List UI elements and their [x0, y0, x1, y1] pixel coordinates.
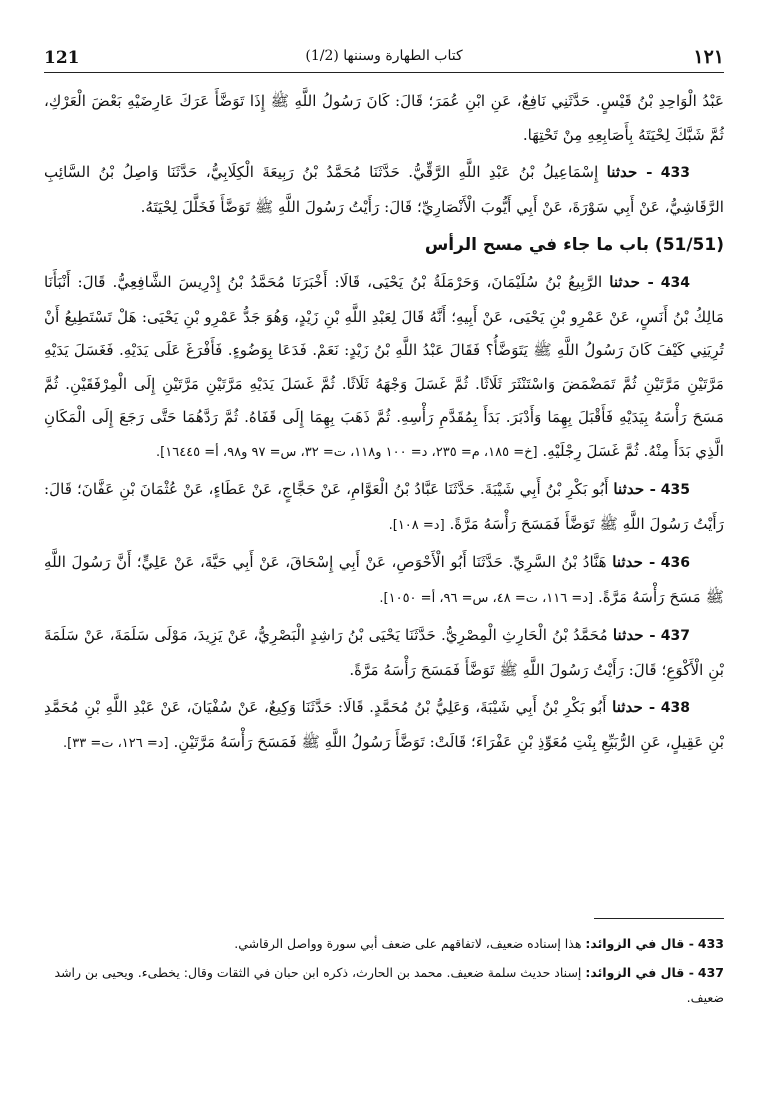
hadith-text: إِسْمَاعِيلُ بْنُ عَبْدِ اللَّهِ الرَّقِّيُّ. حَدَّثَنَا مُحَمَّدُ بْنُ رَبِيعَةَ الْكِلَابِيُّ، حَدَّثَنَا وَاصِلُ بْنُ السَّائِبِ الرَّقَاشِيُّ، عَنْ أَبِي سَوْرَةَ، عَنْ أَبِي أَيُّوبَ الْأَنْصَارِيِّ؛ قَالَ: رَأَيْتُ رَسُولَ اللَّهِ ﷺ تَوَضَّأَ فَخَلَّلَ لِحْيَتَهُ. — [44, 163, 724, 216]
footnote-433: 433 - قال في الزوائد: هذا إسناده ضعيف، لاتفاقهم على ضعف أبي سورة وواصل الرقاشي. — [234, 936, 724, 951]
page-number-latin: 121 — [44, 48, 80, 68]
main-text — [44, 85, 724, 760]
book-page — [44, 38, 724, 1078]
footnotes — [44, 931, 724, 1014]
hadith-number: 438 — [660, 700, 691, 716]
hadith-keyword: حدثنا — [606, 163, 638, 181]
footnote-text: إسناد حديث سلمة ضعيف. محمد بن الحارث، ذكره ابن حبان في الثقات وقال: يخطىء. ويحيى بن راشد ضعيف. — [54, 965, 724, 1005]
hadith-434: 434 - حدثنا الرَّبِيعُ بْنُ سُلَيْمَانَ، وَحَرْمَلَةُ بْنُ يَحْيَى، قَالَا: أَخْبَرَنَا مُحَمَّدُ بْنُ إِدْرِيسَ الشَّافِعِيُّ. قَالَ: أَنْبَأَنَا مَالِكُ بْنُ أَنَسٍ، عَنْ عَمْرِو بْنِ يَحْيَى، عَنْ أَبِيهِ؛ أَنَّهُ قَالَ لِعَبْدِ اللَّهِ بْنِ زَيْدٍ، وَهُوَ جَدُّ عَمْرِو بْنِ يَحْيَى: هَلْ تَسْتَطِيعُ أَنْ تُرِيَنِي كَيْفَ كَانَ رَسُولُ اللَّهِ ﷺ يَتَوَضَّأُ؟ فَقَالَ عَبْدُ اللَّهِ بْنُ زَيْدٍ: نَعَمْ. فَدَعَا بِوَضُوءٍ. فَأَفْرَغَ عَلَى يَدَيْهِ. فَغَسَلَ يَدَيْهِ مَرَّتَيْنِ مَرَّتَيْنِ ثُمَّ تَمَضْمَضَ وَاسْتَنْثَرَ ثَلَاثًا. ثُمَّ غَسَلَ وَجْهَهُ ثَلَاثًا. ثُمَّ غَسَلَ يَدَيْهِ مَرَّتَيْنِ مَرَّتَيْنِ إِلَى الْمِرْفَقَيْنِ. ثُمَّ مَسَحَ رَأْسَهُ بِيَدَيْهِ فَأَقْبَلَ بِهِمَا وَأَدْبَرَ. بَدَأَ بِمُقَدَّمِ رَأْسِهِ. ثُمَّ ذَهَبَ بِهِمَا إِلَى قَفَاهُ. ثُمَّ رَدَّهُمَا حَتَّى رَجَعَ إِلَى الْمَكَانِ الَّذِي بَدَأَ مِنْهُ. ثُمَّ غَسَلَ رِجْلَيْهِ. [خ= ١٨٥، م= ٢٣٥، د= ١٠٠ و١١٨، ت= ٣٢، س= ٩٧ و٩٨، أ= ١٦٤٤٥]. — [44, 273, 724, 460]
hadith-number: 434 — [660, 275, 690, 291]
hadith-reference: [د= ١٠٨]. — [388, 517, 445, 533]
hadith-text: هَنَّادُ بْنُ السَّرِيِّ. حَدَّثَنَا أَبُو الْأَحْوَصِ، عَنْ أَبِي إِسْحَاقَ، عَنْ أَبِي حَيَّةَ، عَنْ عَلِيٍّ؛ أَنَّ رَسُولَ اللَّهِ ﷺ مَسَحَ رَأْسَهُ مَرَّةً. — [44, 553, 724, 606]
hadith-number: 436 — [660, 555, 691, 571]
hadith-438: 438 - حدثنا أَبُو بَكْرِ بْنُ أَبِي شَيْبَةَ، وَعَلِيُّ بْنُ مُحَمَّدٍ. قَالَا: حَدَّثَنَا وَكِيعٌ، عَنْ سُفْيَانَ، عَنْ عَبْدِ اللَّهِ بْنِ مُحَمَّدِ بْنِ عَقِيلٍ، عَنِ الرُّبَيِّعِ بِنْتِ مُعَوِّذِ بْنِ عَفْرَاءَ؛ قَالَتْ: تَوَضَّأَ رَسُولُ اللَّهِ ﷺ فَمَسَحَ رَأْسَهُ مَرَّتَيْنِ. [د= ١٢٦، ت= ٣٣]. — [44, 698, 724, 751]
hadith-number: 435 — [660, 482, 691, 498]
hadith-keyword: حدثنا — [613, 480, 645, 498]
footnote-number: 437 — [697, 965, 724, 980]
hadith-keyword: حدثنا — [612, 626, 644, 644]
hadith-number: 433 — [660, 165, 691, 181]
hadith-433: 433 - حدثنا إِسْمَاعِيلُ بْنُ عَبْدِ اللَّهِ الرَّقِّيُّ. حَدَّثَنَا مُحَمَّدُ بْنُ رَبِيعَةَ الْكِلَابِيُّ، حَدَّثَنَا وَاصِلُ بْنُ السَّائِبِ الرَّقَاشِيُّ، عَنْ أَبِي سَوْرَةَ، عَنْ أَبِي أَيُّوبَ الْأَنْصَارِيِّ؛ قَالَ: رَأَيْتُ رَسُولَ اللَّهِ ﷺ تَوَضَّأَ فَخَلَّلَ لِحْيَتَهُ. — [44, 163, 724, 216]
page-header — [44, 38, 724, 73]
footnote-437: 437 - قال في الزوائد: إسناد حديث سلمة ضعيف. محمد بن الحارث، ذكره ابن حبان في الثقات وقال: يخطىء. ويحيى بن راشد ضعيف. — [54, 965, 724, 1005]
hadith-432-continuation — [44, 85, 724, 152]
page-number-arabic: ١٢١ — [693, 46, 724, 68]
hadith-text: مُحَمَّدُ بْنُ الْحَارِثِ الْمِصْرِيُّ. حَدَّثَنَا يَحْيَى بْنُ رَاشِدٍ الْبَصْرِيُّ، عَنْ يَزِيدَ، مَوْلَى سَلَمَةَ، عَنْ سَلَمَةَ بْنِ الْأَكْوَعِ؛ قَالَ: رَأَيْتُ رَسُولَ اللَّهِ ﷺ تَوَضَّأَ فَمَسَحَ رَأْسَهُ مَرَّةً. — [44, 626, 724, 679]
hadith-number: 437 — [660, 628, 691, 644]
hadith-reference: [خ= ١٨٥، م= ٢٣٥، د= ١٠٠ و١١٨، ت= ٣٢، س= ٩٧ و٩٨، أ= ١٦٤٤٥]. — [156, 444, 538, 460]
footnote-text: هذا إسناده ضعيف، لاتفاقهم على ضعف أبي سورة وواصل الرقاشي. — [234, 936, 582, 951]
hadith-436: 436 - حدثنا هَنَّادُ بْنُ السَّرِيِّ. حَدَّثَنَا أَبُو الْأَحْوَصِ، عَنْ أَبِي إِسْحَاقَ، عَنْ أَبِي حَيَّةَ، عَنْ عَلِيٍّ؛ أَنَّ رَسُولَ اللَّهِ ﷺ مَسَحَ رَأْسَهُ مَرَّةً. [د= ١١٦، ت= ٤٨، س= ٩٦، أ= ١٠٥٠]. — [44, 553, 724, 606]
hadith-reference: [د= ١١٦، ت= ٤٨، س= ٩٦، أ= ١٠٥٠]. — [379, 590, 594, 606]
hadith-keyword: حدثنا — [612, 698, 643, 716]
hadith-text: أَبُو بَكْرِ بْنُ أَبِي شَيْبَةَ، وَعَلِيُّ بْنُ مُحَمَّدٍ. قَالَا: حَدَّثَنَا وَكِيعٌ، عَنْ سُفْيَانَ، عَنْ عَبْدِ اللَّهِ بْنِ مُحَمَّدِ بْنِ عَقِيلٍ، عَنِ الرُّبَيِّعِ بِنْتِ مُعَوِّذِ بْنِ عَفْرَاءَ؛ قَالَتْ: تَوَضَّأَ رَسُولُ اللَّهِ ﷺ فَمَسَحَ رَأْسَهُ مَرَّتَيْنِ. — [44, 698, 724, 751]
hadith-text: عَبْدُ الْوَاحِدِ بْنُ قَيْسٍ. حَدَّثَنِي نَافِعٌ، عَنِ ابْنِ عُمَرَ؛ قَالَ: كَانَ رَسُولُ اللَّهِ ﷺ إِذَا تَوَضَّأَ عَرَكَ عَارِضَيْهِ بَعْضَ الْعَرْكِ، ثُمَّ شَبَّكَ لِحْيَتَهُ بِأَصَابِعِهِ مِنْ تَحْتِهَا. — [44, 92, 724, 144]
chapter-heading: (51/51) باب ما جاء في مسح الرأس — [424, 235, 724, 255]
footnote-keyword: قال في الزوائد: — [585, 965, 685, 980]
hadith-text: أَبُو بَكْرِ بْنُ أَبِي شَيْبَةَ. حَدَّثَنَا عَبَّادُ بْنُ الْعَوَّامِ، عَنْ حَجَّاجٍ، عَنْ عَطَاءٍ، عَنْ عُثْمَانَ بْنِ عَفَّانَ؛ قَالَ: رَأَيْتُ رَسُولَ اللَّهِ ﷺ تَوَضَّأَ فَمَسَحَ رَأْسَهُ مَرَّةً. — [44, 480, 724, 533]
hadith-reference: [د= ١٢٦، ت= ٣٣]. — [63, 735, 169, 751]
hadith-keyword: حدثنا — [612, 553, 644, 571]
footnote-number: 433 — [697, 936, 724, 951]
footnote-keyword: قال في الزوائد: — [585, 936, 685, 951]
hadith-437: 437 - حدثنا مُحَمَّدُ بْنُ الْحَارِثِ الْمِصْرِيُّ. حَدَّثَنَا يَحْيَى بْنُ رَاشِدٍ الْبَصْرِيُّ، عَنْ يَزِيدَ، مَوْلَى سَلَمَةَ، عَنْ سَلَمَةَ بْنِ الْأَكْوَعِ؛ قَالَ: رَأَيْتُ رَسُولَ اللَّهِ ﷺ تَوَضَّأَ فَمَسَحَ رَأْسَهُ مَرَّةً. — [44, 626, 724, 679]
running-title: (1/2) كتاب الطهارة وسننها — [305, 48, 463, 64]
footnote-divider — [594, 918, 724, 919]
hadith-keyword: حدثنا — [609, 273, 640, 291]
hadith-435: 435 - حدثنا أَبُو بَكْرِ بْنُ أَبِي شَيْبَةَ. حَدَّثَنَا عَبَّادُ بْنُ الْعَوَّامِ، عَنْ حَجَّاجٍ، عَنْ عَطَاءٍ، عَنْ عُثْمَانَ بْنِ عَفَّانَ؛ قَالَ: رَأَيْتُ رَسُولَ اللَّهِ ﷺ تَوَضَّأَ فَمَسَحَ رَأْسَهُ مَرَّةً. [د= ١٠٨]. — [44, 480, 724, 533]
hadith-text: الرَّبِيعُ بْنُ سُلَيْمَانَ، وَحَرْمَلَةُ بْنُ يَحْيَى، قَالَا: أَخْبَرَنَا مُحَمَّدُ بْنُ إِدْرِيسَ الشَّافِعِيُّ. قَالَ: أَنْبَأَنَا مَالِكُ بْنُ أَنَسٍ، عَنْ عَمْرِو بْنِ يَحْيَى، عَنْ أَبِيهِ؛ أَنَّهُ قَالَ لِعَبْدِ اللَّهِ بْنِ زَيْدٍ، وَهُوَ جَدُّ عَمْرِو بْنِ يَحْيَى: هَلْ تَسْتَطِيعُ أَنْ تُرِيَنِي كَيْفَ كَانَ رَسُولُ اللَّهِ ﷺ يَتَوَضَّأُ؟ فَقَالَ عَبْدُ اللَّهِ بْنُ زَيْدٍ: نَعَمْ. فَدَعَا بِوَضُوءٍ. فَأَفْرَغَ عَلَى يَدَيْهِ. فَغَسَلَ يَدَيْهِ مَرَّتَيْنِ مَرَّتَيْنِ ثُمَّ تَمَضْمَضَ وَاسْتَنْثَرَ ثَلَاثًا. ثُمَّ غَسَلَ وَجْهَهُ ثَلَاثًا. ثُمَّ غَسَلَ يَدَيْهِ مَرَّتَيْنِ مَرَّتَيْنِ إِلَى الْمِرْفَقَيْنِ. ثُمَّ مَسَحَ رَأْسَهُ بِيَدَيْهِ فَأَقْبَلَ بِهِمَا وَأَدْبَرَ. بَدَأَ بِمُقَدَّمِ رَأْسِهِ. ثُمَّ ذَهَبَ بِهِمَا إِلَى قَفَاهُ. ثُمَّ رَدَّهُمَا حَتَّى رَجَعَ إِلَى الْمَكَانِ الَّذِي بَدَأَ مِنْهُ. ثُمَّ غَسَلَ رِجْلَيْهِ. — [44, 273, 724, 460]
